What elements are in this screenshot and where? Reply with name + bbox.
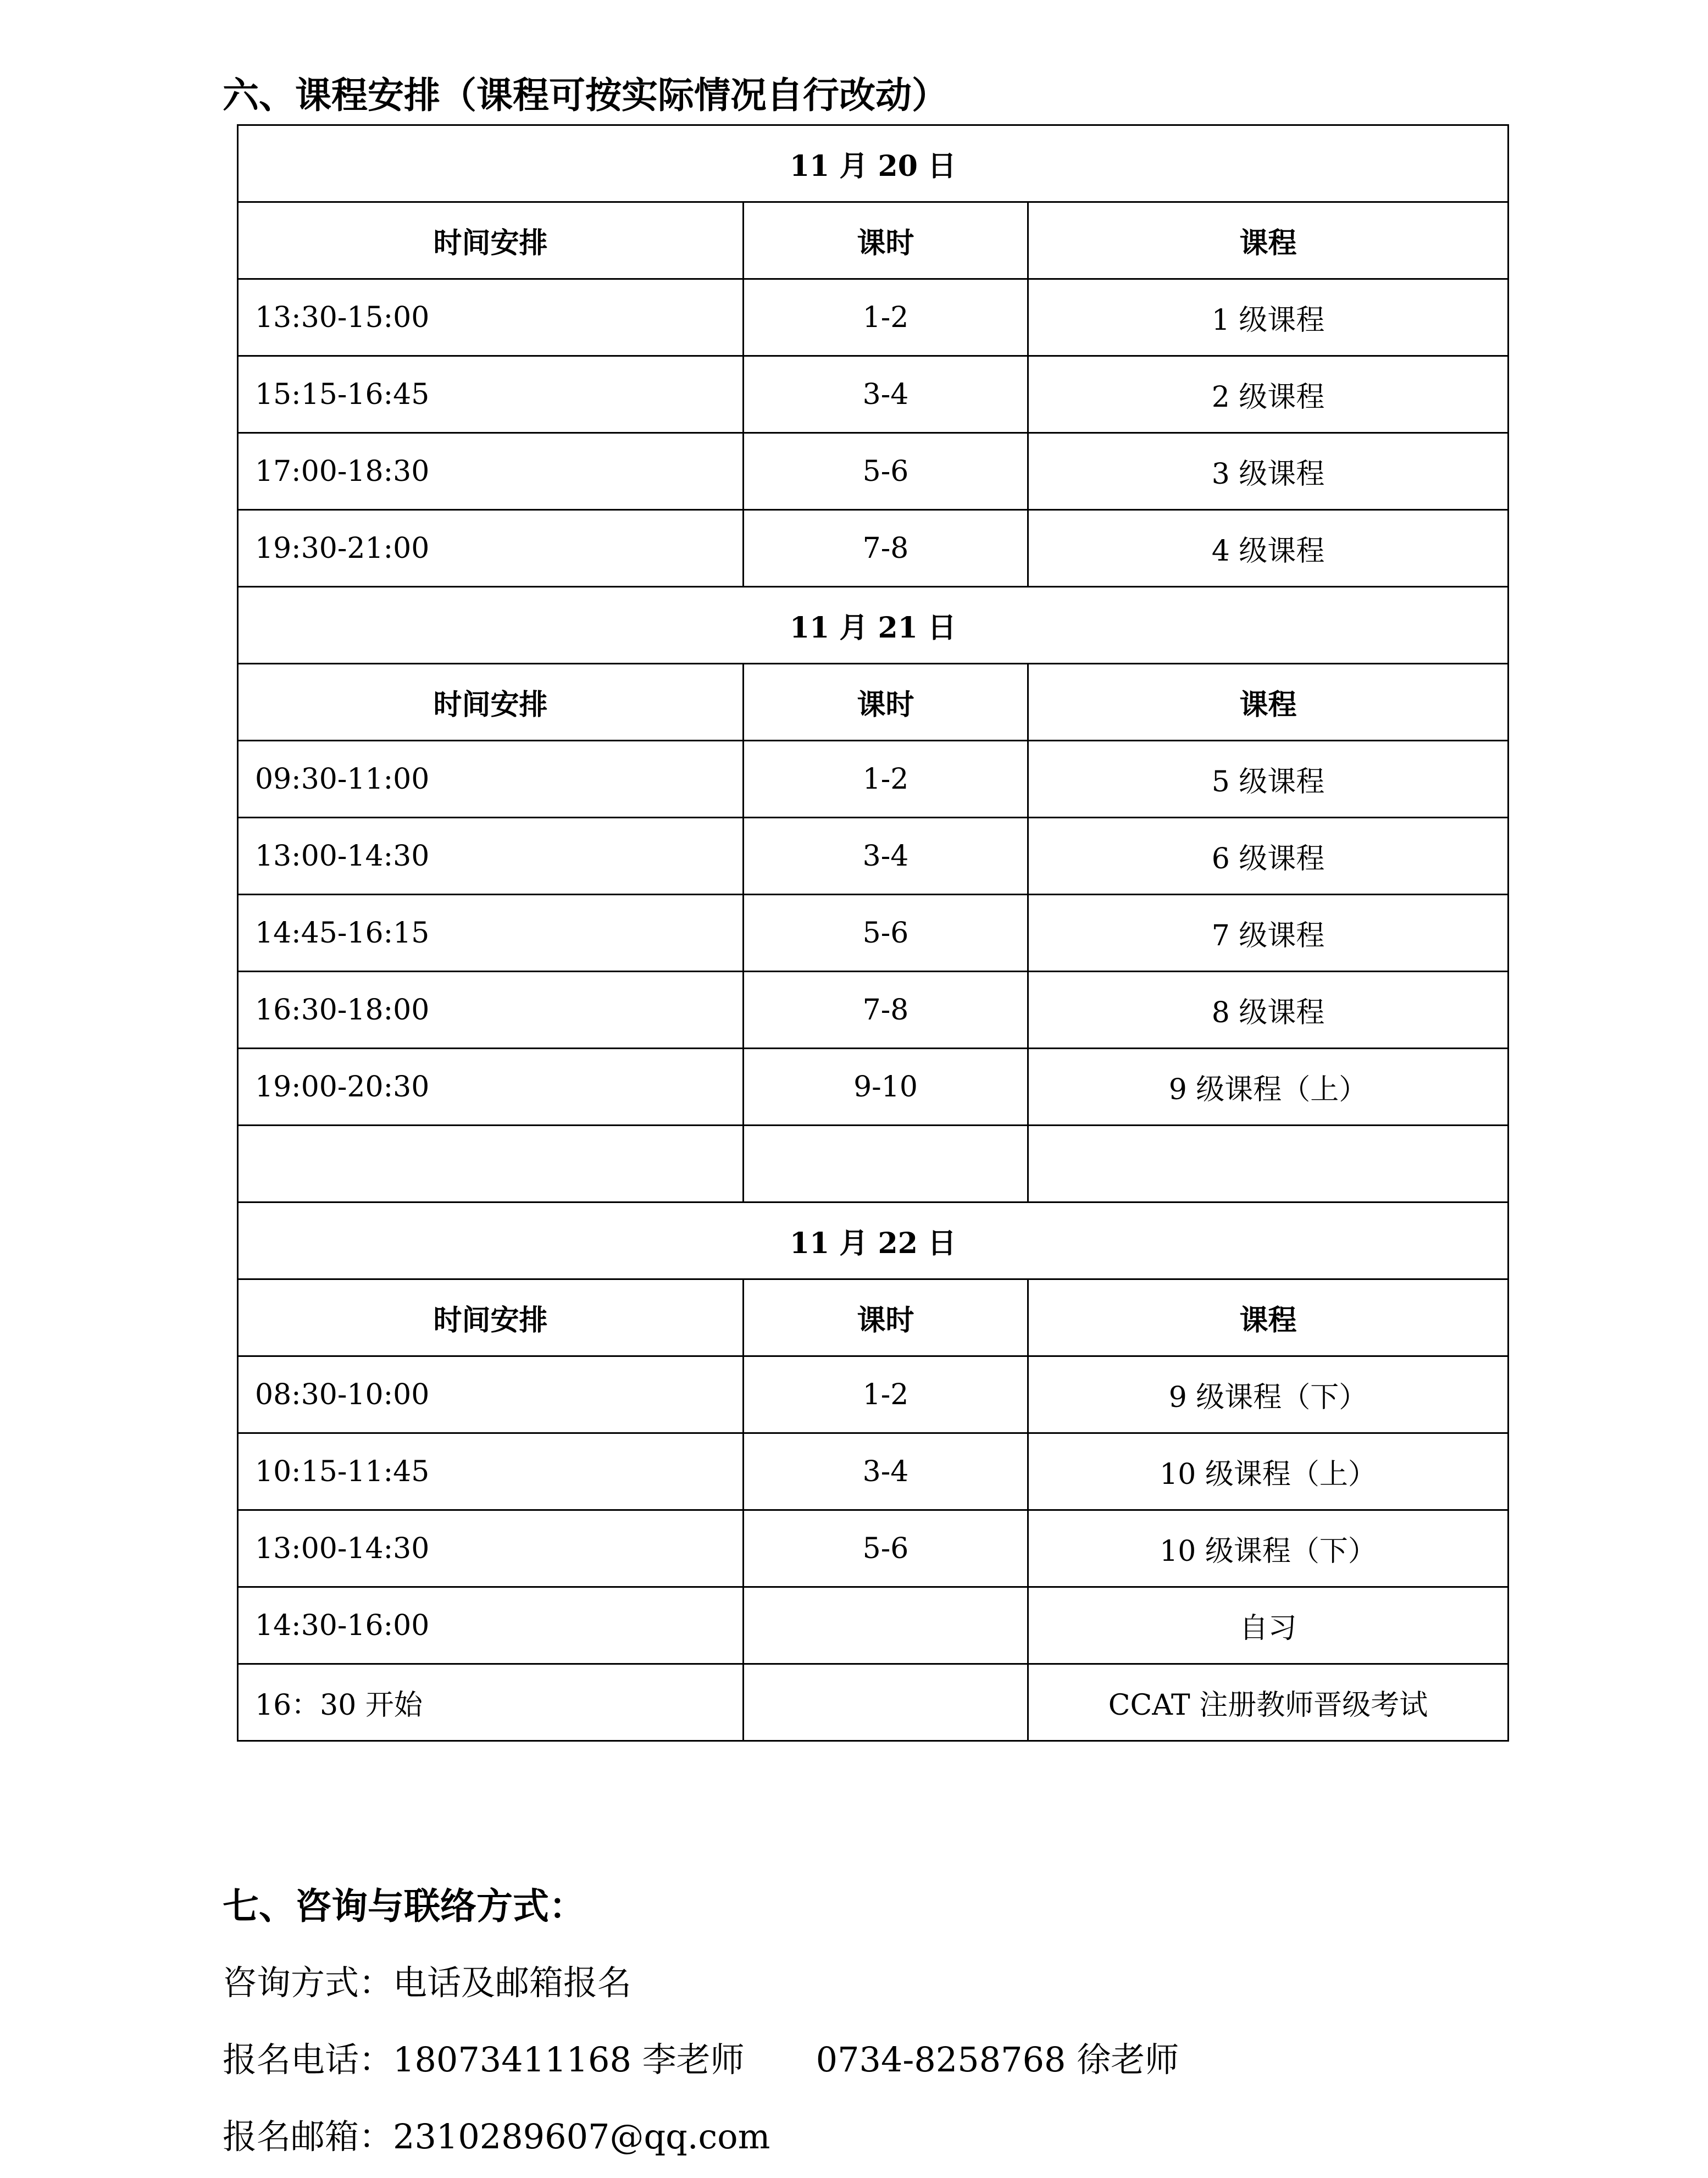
table-row (238, 1049, 1509, 1126)
course-cell: 9 级课程（下） (1028, 1356, 1509, 1433)
table-row (238, 1433, 1509, 1510)
time-cell: 15:15-16:45 (238, 356, 744, 433)
period-cell: 7-8 (744, 972, 1028, 1049)
course-cell: 7 级课程 (1028, 895, 1509, 972)
section-7-title: 七、咨询与联络方式： (223, 1885, 585, 1927)
course-cell: 2 级课程 (1028, 356, 1509, 433)
table-row (238, 1664, 1509, 1741)
consult-method: 咨询方式：电话及邮箱报名 (223, 1963, 632, 2003)
course-cell: 4 级课程 (1028, 510, 1509, 587)
course-schedule-table (237, 124, 1509, 1742)
time-cell: 19:30-21:00 (238, 510, 744, 587)
header-period: 课时 (744, 664, 1028, 741)
time-cell: 14:30-16:00 (238, 1587, 744, 1664)
period-cell: 5-6 (744, 1510, 1028, 1587)
date-cell: 11 月 20 日 (238, 125, 1509, 202)
table-row (238, 818, 1509, 895)
time-cell: 09:30-11:00 (238, 741, 744, 818)
course-cell: 10 级课程（上） (1028, 1433, 1509, 1510)
period-cell: 5-6 (744, 433, 1028, 510)
time-cell (238, 1126, 744, 1202)
time-cell: 14:45-16:15 (238, 895, 744, 972)
header-course: 课程 (1028, 664, 1509, 741)
table-row-empty (238, 1126, 1509, 1202)
header-time: 时间安排 (238, 202, 744, 279)
time-cell: 19:00-20:30 (238, 1049, 744, 1126)
date-row (238, 587, 1509, 664)
period-cell (744, 1664, 1028, 1741)
time-cell: 13:30-15:00 (238, 279, 744, 356)
period-cell (744, 1126, 1028, 1202)
time-cell: 16:30-18:00 (238, 972, 744, 1049)
period-cell: 3-4 (744, 356, 1028, 433)
course-cell: 5 级课程 (1028, 741, 1509, 818)
table-row (238, 279, 1509, 356)
period-cell: 3-4 (744, 818, 1028, 895)
date-row (238, 1202, 1509, 1279)
signup-email: 报名邮箱：2310289607@qq.com (223, 2116, 770, 2157)
course-cell: CCAT 注册教师晋级考试 (1028, 1664, 1509, 1741)
table-row (238, 895, 1509, 972)
date-cell: 11 月 22 日 (238, 1202, 1509, 1279)
header-time: 时间安排 (238, 1279, 744, 1356)
header-course: 课程 (1028, 202, 1509, 279)
period-cell: 1-2 (744, 279, 1028, 356)
date-cell: 11 月 21 日 (238, 587, 1509, 664)
header-course: 课程 (1028, 1279, 1509, 1356)
course-cell: 3 级课程 (1028, 433, 1509, 510)
table-row (238, 433, 1509, 510)
time-cell: 13:00-14:30 (238, 818, 744, 895)
table-row (238, 741, 1509, 818)
time-cell: 17:00-18:30 (238, 433, 744, 510)
table-row (238, 1356, 1509, 1433)
period-cell: 9-10 (744, 1049, 1028, 1126)
table-row (238, 510, 1509, 587)
signup-phone-secondary: 0734-8258768 徐老师 (816, 2040, 1179, 2080)
header-row (238, 664, 1509, 741)
period-cell: 3-4 (744, 1433, 1028, 1510)
date-row (238, 125, 1509, 202)
period-cell (744, 1587, 1028, 1664)
header-time: 时间安排 (238, 664, 744, 741)
course-cell: 6 级课程 (1028, 818, 1509, 895)
time-cell: 10:15-11:45 (238, 1433, 744, 1510)
table-row (238, 1587, 1509, 1664)
course-cell: 1 级课程 (1028, 279, 1509, 356)
time-cell: 08:30-10:00 (238, 1356, 744, 1433)
table-row (238, 1510, 1509, 1587)
period-cell: 7-8 (744, 510, 1028, 587)
header-row (238, 1279, 1509, 1356)
period-cell: 1-2 (744, 1356, 1028, 1433)
time-cell: 16：30 开始 (238, 1664, 744, 1741)
course-cell: 自习 (1028, 1587, 1509, 1664)
header-row (238, 202, 1509, 279)
course-cell: 10 级课程（下） (1028, 1510, 1509, 1587)
course-cell (1028, 1126, 1509, 1202)
header-period: 课时 (744, 202, 1028, 279)
signup-phone-line (223, 2040, 1179, 2080)
period-cell: 5-6 (744, 895, 1028, 972)
signup-phone-primary: 报名电话：18073411168 李老师 (223, 2040, 745, 2080)
table-row (238, 972, 1509, 1049)
time-cell: 13:00-14:30 (238, 1510, 744, 1587)
course-cell: 8 级课程 (1028, 972, 1509, 1049)
header-period: 课时 (744, 1279, 1028, 1356)
period-cell: 1-2 (744, 741, 1028, 818)
table-row (238, 356, 1509, 433)
course-cell: 9 级课程（上） (1028, 1049, 1509, 1126)
section-6-title: 六、课程安排（课程可按实际情况自行改动） (223, 74, 948, 117)
